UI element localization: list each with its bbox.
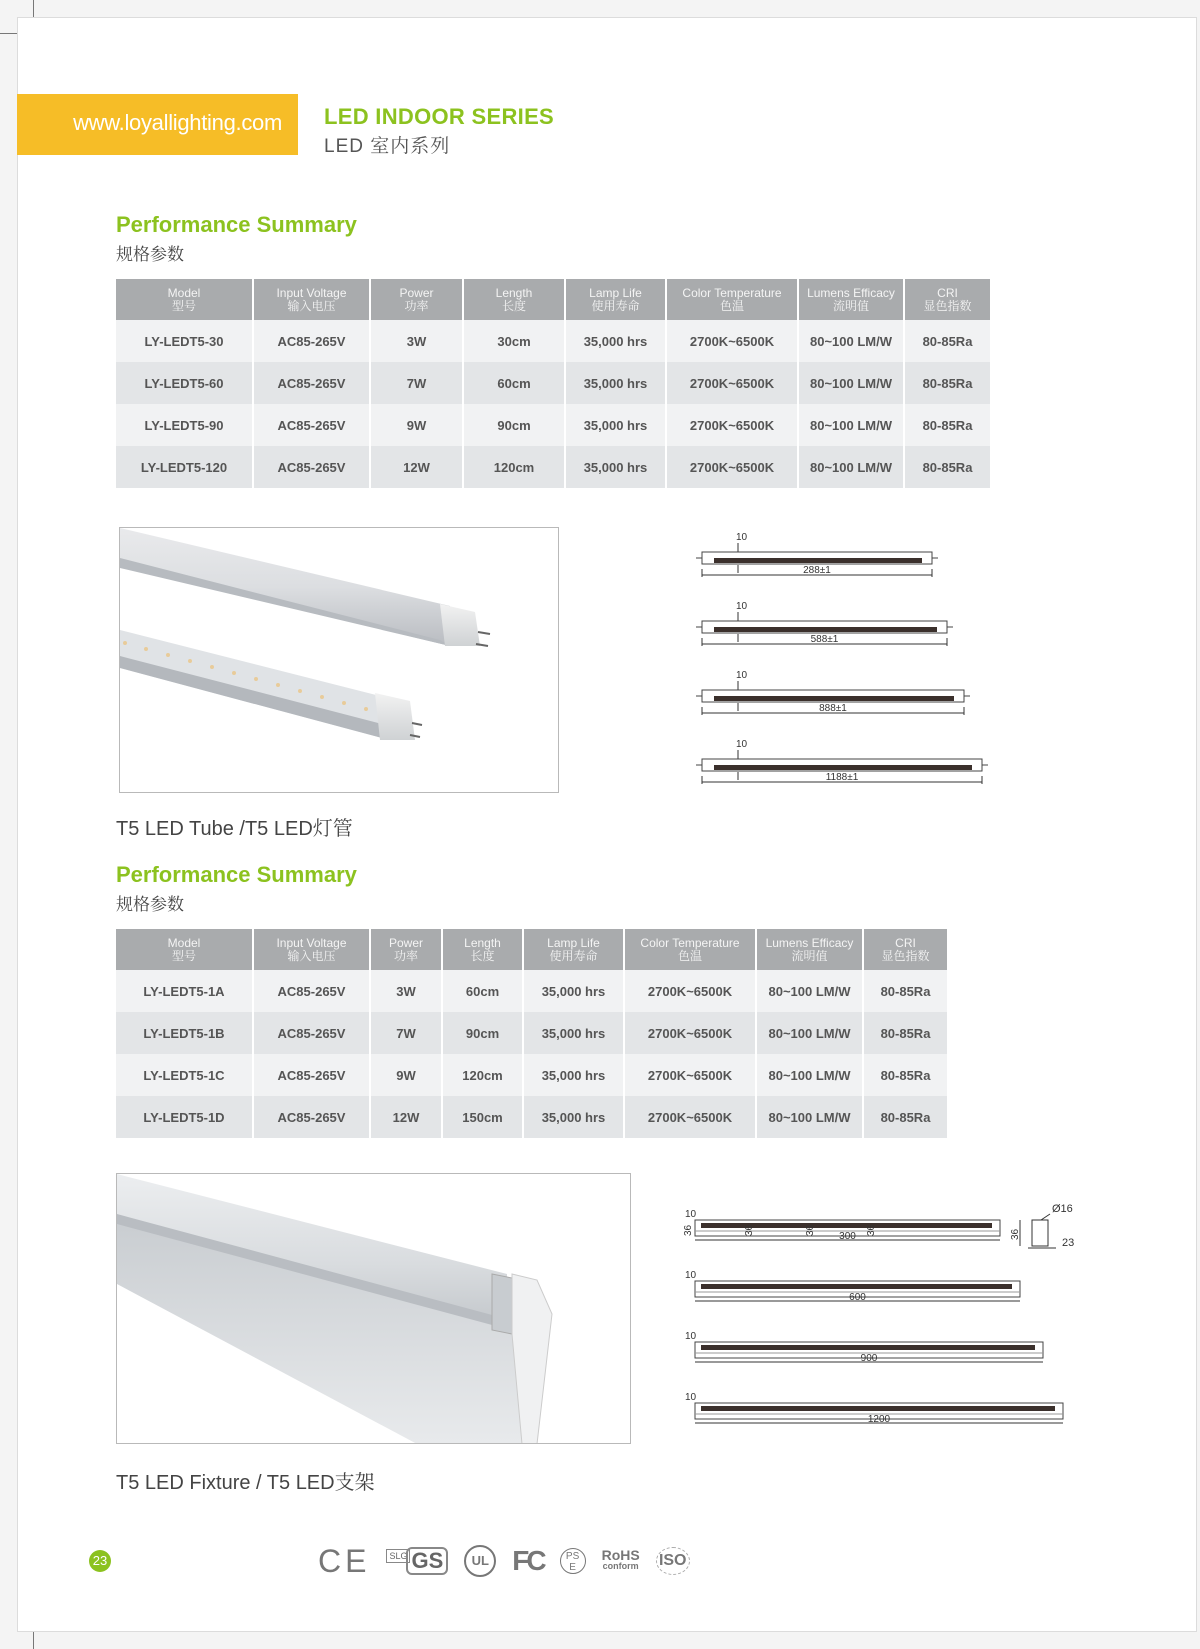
table-cell: 35,000 hrs bbox=[523, 1012, 624, 1054]
table-row bbox=[116, 446, 990, 488]
table-cell: 3W bbox=[370, 970, 442, 1012]
column-header bbox=[565, 279, 666, 320]
table-cell: 80~100 LM/W bbox=[756, 1054, 863, 1096]
ce-mark-icon: CE bbox=[318, 1542, 371, 1579]
table-cell: 80~100 LM/W bbox=[756, 970, 863, 1012]
pse-top: PS bbox=[565, 1551, 580, 1562]
table-cell: 80-85Ra bbox=[904, 320, 990, 362]
table-cell: 80-85Ra bbox=[904, 362, 990, 404]
column-header-zh: 功率 bbox=[393, 948, 418, 963]
column-header-zh: 输入电压 bbox=[287, 948, 336, 963]
table-cell: 30cm bbox=[463, 320, 565, 362]
column-header-zh: 功率 bbox=[404, 298, 429, 313]
table-cell: 80~100 LM/W bbox=[798, 446, 904, 488]
table-cell: 35,000 hrs bbox=[565, 320, 666, 362]
offset-label: 10 bbox=[736, 739, 748, 750]
led-tube-image bbox=[120, 528, 559, 793]
table-cell: 12W bbox=[370, 1096, 442, 1138]
table-cell: 7W bbox=[370, 1012, 442, 1054]
table-cell: 35,000 hrs bbox=[523, 1096, 624, 1138]
table-cell: 2700K~6500K bbox=[666, 320, 798, 362]
column-header bbox=[463, 279, 565, 320]
table-row bbox=[116, 1054, 947, 1096]
table-row bbox=[116, 362, 990, 404]
section-subtitle: 规格参数 bbox=[116, 245, 184, 264]
column-header-zh: 长度 bbox=[470, 948, 495, 963]
section-title: Performance Summary bbox=[116, 212, 357, 237]
column-header-en: Length bbox=[464, 935, 501, 950]
column-header-en: Input Voltage bbox=[276, 935, 347, 950]
column-header-zh: 型号 bbox=[171, 298, 196, 313]
crop-mark bbox=[33, 1632, 34, 1649]
fcc-mark-icon: FC bbox=[512, 1545, 544, 1576]
length-label: 1188±1 bbox=[825, 772, 859, 783]
page-number: 23 bbox=[89, 1550, 111, 1572]
column-header bbox=[624, 929, 756, 970]
column-header-zh: 显色指数 bbox=[923, 298, 972, 313]
table-cell: 120cm bbox=[463, 446, 565, 488]
column-header-en: Lamp Life bbox=[547, 935, 600, 950]
website-link[interactable]: www.loyallighting.com bbox=[73, 110, 282, 135]
column-header-zh: 型号 bbox=[171, 948, 196, 963]
length-label: 300 bbox=[839, 1231, 856, 1242]
rohs-mark-icon bbox=[601, 1547, 640, 1572]
column-header-zh: 流明值 bbox=[791, 948, 828, 963]
column-header-en: Model bbox=[167, 285, 201, 300]
fixture-spec-table bbox=[116, 929, 947, 1138]
table-cell: AC85-265V bbox=[253, 446, 370, 488]
table-cell: LY-LEDT5-1A bbox=[116, 970, 253, 1012]
column-header-zh: 显色指数 bbox=[881, 948, 930, 963]
column-header bbox=[442, 929, 523, 970]
table-cell: 35,000 hrs bbox=[565, 404, 666, 446]
table-cell: 80~100 LM/W bbox=[798, 362, 904, 404]
length-label: 1200 bbox=[867, 1414, 891, 1425]
fixture-photo bbox=[116, 1173, 631, 1444]
table-cell: 80-85Ra bbox=[904, 404, 990, 446]
column-header-en: Length bbox=[495, 285, 533, 300]
offset-label: 10 bbox=[685, 1209, 697, 1220]
table-cell: 80-85Ra bbox=[863, 1054, 947, 1096]
table-row bbox=[116, 1012, 947, 1054]
offset-label: 10 bbox=[736, 532, 748, 543]
tube-drawing bbox=[696, 670, 970, 715]
slg-label: SLG bbox=[386, 1549, 410, 1563]
column-header bbox=[370, 279, 463, 320]
section-title: Performance Summary bbox=[116, 862, 357, 887]
length-label: 888±1 bbox=[819, 703, 847, 714]
rohs-label: RoHS bbox=[601, 1547, 640, 1563]
table-row bbox=[116, 320, 990, 362]
height-label: 36 bbox=[744, 1224, 755, 1236]
table-cell: 80-85Ra bbox=[863, 1096, 947, 1138]
offset-label: 10 bbox=[685, 1270, 697, 1281]
table-cell: 35,000 hrs bbox=[523, 1054, 624, 1096]
column-header-en: Lumens Efficacy bbox=[765, 935, 854, 950]
column-header bbox=[370, 929, 442, 970]
table-cell: 2700K~6500K bbox=[666, 404, 798, 446]
tube-photo bbox=[119, 527, 559, 793]
offset-label: 10 bbox=[685, 1392, 697, 1403]
fixture-end-view bbox=[1010, 1200, 1090, 1255]
pse-bottom: E bbox=[569, 1562, 576, 1573]
table-cell: 2700K~6500K bbox=[666, 446, 798, 488]
brand-bar bbox=[17, 94, 298, 155]
table-cell: 60cm bbox=[463, 362, 565, 404]
table-cell: 2700K~6500K bbox=[624, 970, 756, 1012]
ul-mark-icon: UL bbox=[464, 1545, 496, 1577]
column-header-en: Input Voltage bbox=[276, 285, 347, 300]
column-header-en: Color Temperature bbox=[682, 285, 782, 300]
table-cell: 2700K~6500K bbox=[624, 1054, 756, 1096]
table-cell: 35,000 hrs bbox=[565, 362, 666, 404]
table-cell: 2700K~6500K bbox=[624, 1012, 756, 1054]
column-header bbox=[253, 279, 370, 320]
column-header-en: CRI bbox=[937, 285, 958, 300]
table-cell: AC85-265V bbox=[253, 1096, 370, 1138]
table-cell: 90cm bbox=[442, 1012, 523, 1054]
column-header-en: Power bbox=[399, 285, 434, 300]
length-label: 900 bbox=[860, 1353, 878, 1364]
column-header-en: Power bbox=[388, 935, 423, 950]
length-label: 600 bbox=[849, 1292, 866, 1303]
tube-drawing bbox=[696, 601, 953, 646]
table-cell: 80-85Ra bbox=[863, 970, 947, 1012]
table-cell: LY-LEDT5-1D bbox=[116, 1096, 253, 1138]
table-cell: 2700K~6500K bbox=[624, 1096, 756, 1138]
led-fixture-image bbox=[117, 1174, 631, 1444]
column-header-en: Lumens Efficacy bbox=[807, 285, 895, 300]
pse-mark-icon bbox=[560, 1548, 586, 1574]
table-cell: 35,000 hrs bbox=[565, 446, 666, 488]
column-header-zh: 色温 bbox=[719, 298, 744, 313]
series-subtitle: LED 室内系列 bbox=[324, 136, 451, 157]
tube-dimension-drawings bbox=[690, 525, 1020, 800]
series-title: LED INDOOR SERIES bbox=[324, 104, 555, 129]
section-subtitle: 规格参数 bbox=[116, 895, 184, 914]
column-header bbox=[863, 929, 947, 970]
offset-label: 10 bbox=[685, 1331, 697, 1342]
length-label: 588±1 bbox=[810, 634, 839, 645]
end-view-diameter: Ø16 bbox=[1052, 1203, 1073, 1215]
end-view-height: 36 bbox=[1010, 1228, 1021, 1240]
fixture-drawing bbox=[683, 1209, 1000, 1242]
crop-mark bbox=[0, 33, 17, 34]
table-cell: 80-85Ra bbox=[904, 446, 990, 488]
table-row bbox=[116, 1096, 947, 1138]
column-header bbox=[904, 279, 990, 320]
table-cell: 7W bbox=[370, 362, 463, 404]
height-label: 36 bbox=[866, 1224, 877, 1236]
column-header bbox=[523, 929, 624, 970]
column-header bbox=[666, 279, 798, 320]
tube-caption: T5 LED Tube /T5 LED灯管 bbox=[116, 818, 353, 840]
table-cell: LY-LEDT5-90 bbox=[116, 404, 253, 446]
table-row bbox=[116, 970, 947, 1012]
column-header-en: CRI bbox=[895, 935, 916, 950]
column-header-en: Color Temperature bbox=[640, 935, 740, 950]
table-cell: 80~100 LM/W bbox=[756, 1096, 863, 1138]
table-cell: AC85-265V bbox=[253, 404, 370, 446]
table-cell: 12W bbox=[370, 446, 463, 488]
height-label: 36 bbox=[683, 1224, 694, 1236]
end-view-width: 23 bbox=[1062, 1237, 1075, 1249]
tube-spec-table bbox=[116, 279, 990, 488]
table-cell: 9W bbox=[370, 1054, 442, 1096]
table-cell: 80~100 LM/W bbox=[798, 404, 904, 446]
table-cell: AC85-265V bbox=[253, 1054, 370, 1096]
fixture-drawing bbox=[685, 1224, 1063, 1425]
table-cell: LY-LEDT5-1C bbox=[116, 1054, 253, 1096]
column-header bbox=[756, 929, 863, 970]
table-cell: 120cm bbox=[442, 1054, 523, 1096]
column-header-en: Model bbox=[167, 935, 201, 950]
column-header bbox=[798, 279, 904, 320]
column-header-zh: 流明值 bbox=[832, 298, 869, 313]
table-cell: 60cm bbox=[442, 970, 523, 1012]
gs-label: GS bbox=[406, 1547, 448, 1575]
table-cell: 2700K~6500K bbox=[666, 362, 798, 404]
slg-gs-mark-icon bbox=[386, 1547, 448, 1575]
column-header-zh: 输入电压 bbox=[287, 298, 336, 313]
crop-mark bbox=[33, 0, 34, 17]
tube-drawing bbox=[696, 739, 988, 784]
offset-label: 10 bbox=[736, 670, 748, 681]
table-cell: 80~100 LM/W bbox=[756, 1012, 863, 1054]
table-cell: LY-LEDT5-120 bbox=[116, 446, 253, 488]
table-cell: 35,000 hrs bbox=[523, 970, 624, 1012]
table-cell: AC85-265V bbox=[253, 970, 370, 1012]
table-cell: AC85-265V bbox=[253, 320, 370, 362]
height-label: 36 bbox=[805, 1224, 816, 1236]
column-header-zh: 色温 bbox=[677, 948, 702, 963]
table-cell: 80-85Ra bbox=[863, 1012, 947, 1054]
table-cell: 80~100 LM/W bbox=[798, 320, 904, 362]
table-cell: LY-LEDT5-30 bbox=[116, 320, 253, 362]
table-cell: 150cm bbox=[442, 1096, 523, 1138]
table-cell: LY-LEDT5-1B bbox=[116, 1012, 253, 1054]
column-header bbox=[116, 279, 253, 320]
table-cell: AC85-265V bbox=[253, 1012, 370, 1054]
column-header-en: Lamp Life bbox=[589, 285, 642, 300]
iso-mark-icon: ISO bbox=[656, 1547, 690, 1575]
table-cell: LY-LEDT5-60 bbox=[116, 362, 253, 404]
table-cell: AC85-265V bbox=[253, 362, 370, 404]
length-label: 288±1 bbox=[803, 565, 831, 576]
column-header-zh: 长度 bbox=[501, 298, 526, 313]
column-header bbox=[116, 929, 253, 970]
table-cell: 90cm bbox=[463, 404, 565, 446]
table-cell: 9W bbox=[370, 404, 463, 446]
fixture-caption: T5 LED Fixture / T5 LED支架 bbox=[116, 1472, 375, 1494]
tube-drawing bbox=[696, 532, 938, 577]
table-row bbox=[116, 404, 990, 446]
offset-label: 10 bbox=[736, 601, 748, 612]
column-header-zh: 使用寿命 bbox=[591, 298, 640, 313]
column-header bbox=[253, 929, 370, 970]
certification-logos bbox=[318, 1541, 690, 1581]
rohs-sub: conform bbox=[602, 1561, 639, 1571]
column-header-zh: 使用寿命 bbox=[549, 948, 598, 963]
table-cell: 3W bbox=[370, 320, 463, 362]
